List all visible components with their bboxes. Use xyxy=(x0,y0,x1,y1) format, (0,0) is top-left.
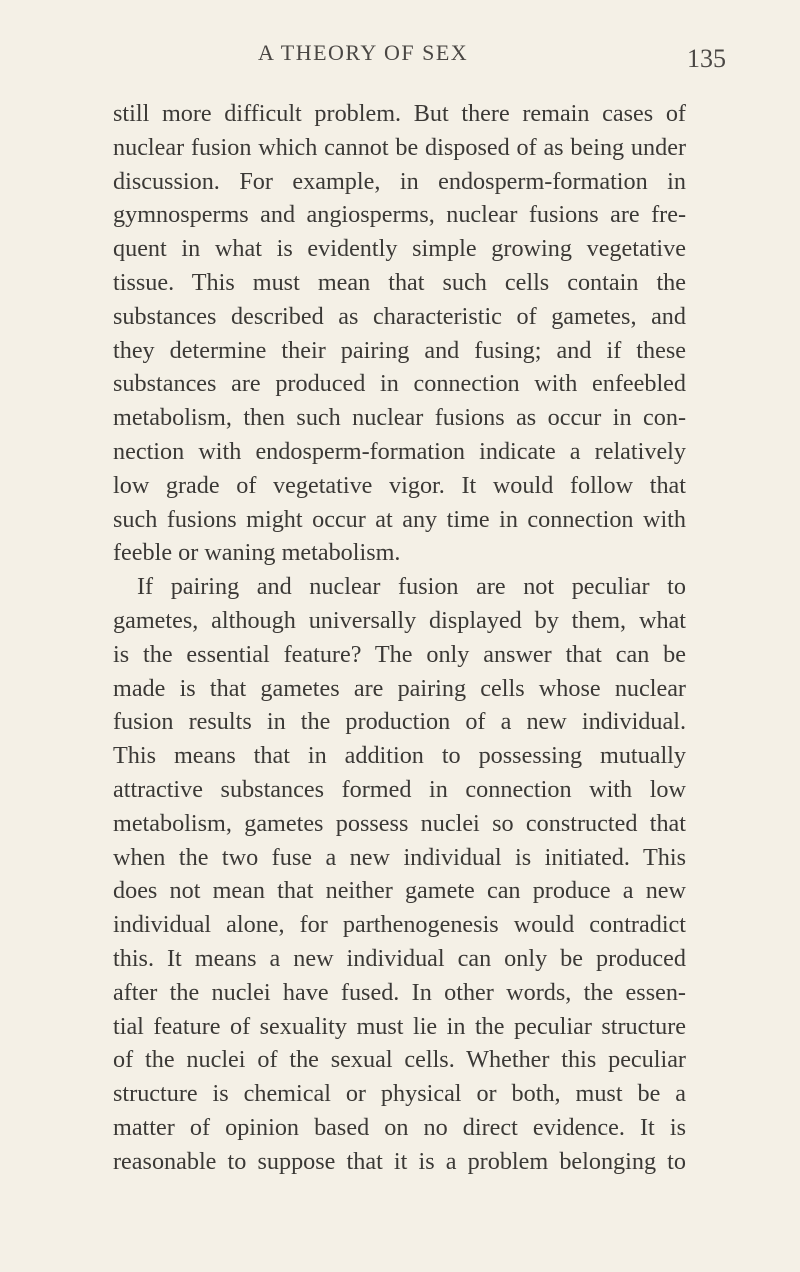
text-line: nection with endosperm-formation indicate a relatively xyxy=(113,438,686,465)
text-line: metabolism, then such nuclear fusions as occur in con- xyxy=(113,404,686,432)
text-line: metabolism, gametes possess nuclei so constructed that xyxy=(113,809,686,837)
text-line: tissue. This must mean that such cells contain the xyxy=(113,269,686,296)
text-line: matter of opinion based on no direct evidence. It is xyxy=(113,1114,686,1141)
text-line: substances described as characteristic of gametes, and xyxy=(113,302,686,330)
text-line: when the two fuse a new individual is initiated. This xyxy=(113,843,686,871)
text-line: low grade of vegetative vigor. It would follow that xyxy=(113,471,686,499)
text-line: reasonable to suppose that it is a problem belonging to xyxy=(113,1147,686,1175)
text-line: individual alone, for parthenogenesis would contradict xyxy=(113,911,686,939)
text-line: this. It means a new individual can only be produced xyxy=(113,945,686,972)
text-line: of the nuclei of the sexual cells. Whether this peculiar xyxy=(113,1046,686,1074)
text-line: after the nuclei have fused. In other words, the essen- xyxy=(113,978,686,1006)
text-line: tial feature of sexuality must lie in the peculiar structure xyxy=(113,1012,686,1040)
running-title: A THEORY OF SEX xyxy=(258,40,469,65)
text-line: substances are produced in connection with enfeebled xyxy=(113,370,686,398)
text-line: feeble or waning metabolism. xyxy=(113,539,401,567)
text-line: fusion results in the production of a new individual. xyxy=(113,708,686,736)
text-line: quent in what is evidently simple growing vegetative xyxy=(113,235,686,263)
text-line: gymnosperms and angiosperms, nuclear fusions are fre- xyxy=(113,201,686,229)
text-line: This means that in addition to possessing mutually xyxy=(113,742,686,770)
text-line: attractive substances formed in connection with low xyxy=(113,776,686,803)
text-line: discussion. For example, in endosperm-formation in xyxy=(113,167,686,195)
text-line: still more difficult problem. But there remain cases of xyxy=(113,100,686,127)
text-line: does not mean that neither gamete can produce a new xyxy=(113,877,686,905)
running-header xyxy=(0,40,800,80)
text-line: If pairing and nuclear fusion are not peculiar to xyxy=(137,573,686,601)
text-line: is the essential feature? The only answer that can be xyxy=(113,640,686,668)
text-line: made is that gametes are pairing cells whose nuclear xyxy=(113,674,686,702)
text-line: they determine their pairing and fusing; and if these xyxy=(113,336,686,364)
text-line: such fusions might occur at any time in connection with xyxy=(113,505,686,533)
page-number: 135 xyxy=(687,44,726,73)
text-line: structure is chemical or physical or both, must be a xyxy=(113,1080,686,1108)
text-line: nuclear fusion which cannot be disposed of as being under xyxy=(113,133,686,161)
text-line: gametes, although universally displayed by them, what xyxy=(113,607,686,634)
